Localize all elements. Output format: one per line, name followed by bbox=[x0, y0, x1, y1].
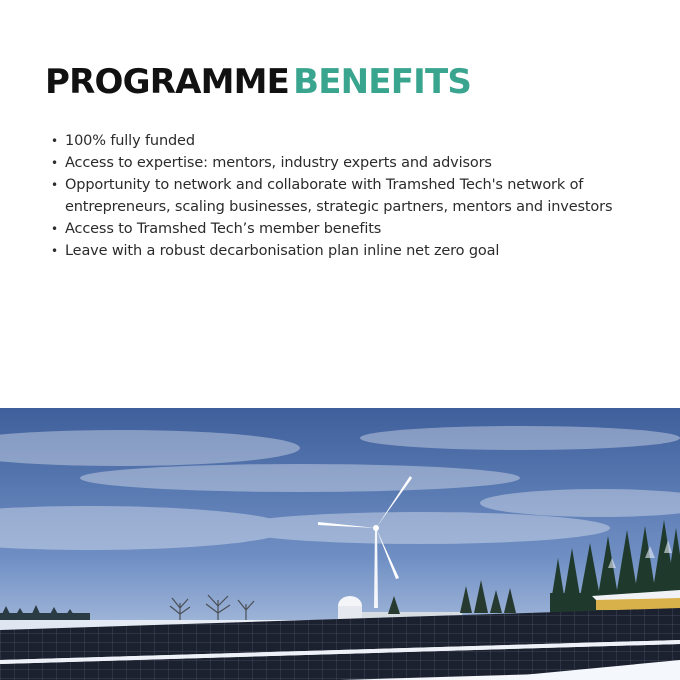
list-item: • Access to Tramshed Tech’s member benefits bbox=[65, 218, 655, 240]
page-title bbox=[45, 58, 655, 106]
benefits-section bbox=[45, 58, 655, 262]
renewable-energy-illustration bbox=[0, 408, 680, 680]
benefits-list bbox=[45, 130, 655, 262]
title-part-programme: PROGRAMME bbox=[45, 62, 290, 102]
hero-photo bbox=[0, 408, 680, 680]
list-item: • Leave with a robust decarbonisation plan inline net zero goal bbox=[65, 240, 655, 262]
list-item: • Access to expertise: mentors, industry experts and advisors bbox=[65, 152, 655, 174]
list-item: • Opportunity to network and collaborate with Tramshed Tech's network of entrepreneurs, scaling businesses, strategic partners, mentors and investors bbox=[65, 174, 655, 218]
title-part-benefits: BENEFITS bbox=[293, 62, 472, 102]
list-item: • 100% fully funded bbox=[65, 130, 655, 152]
